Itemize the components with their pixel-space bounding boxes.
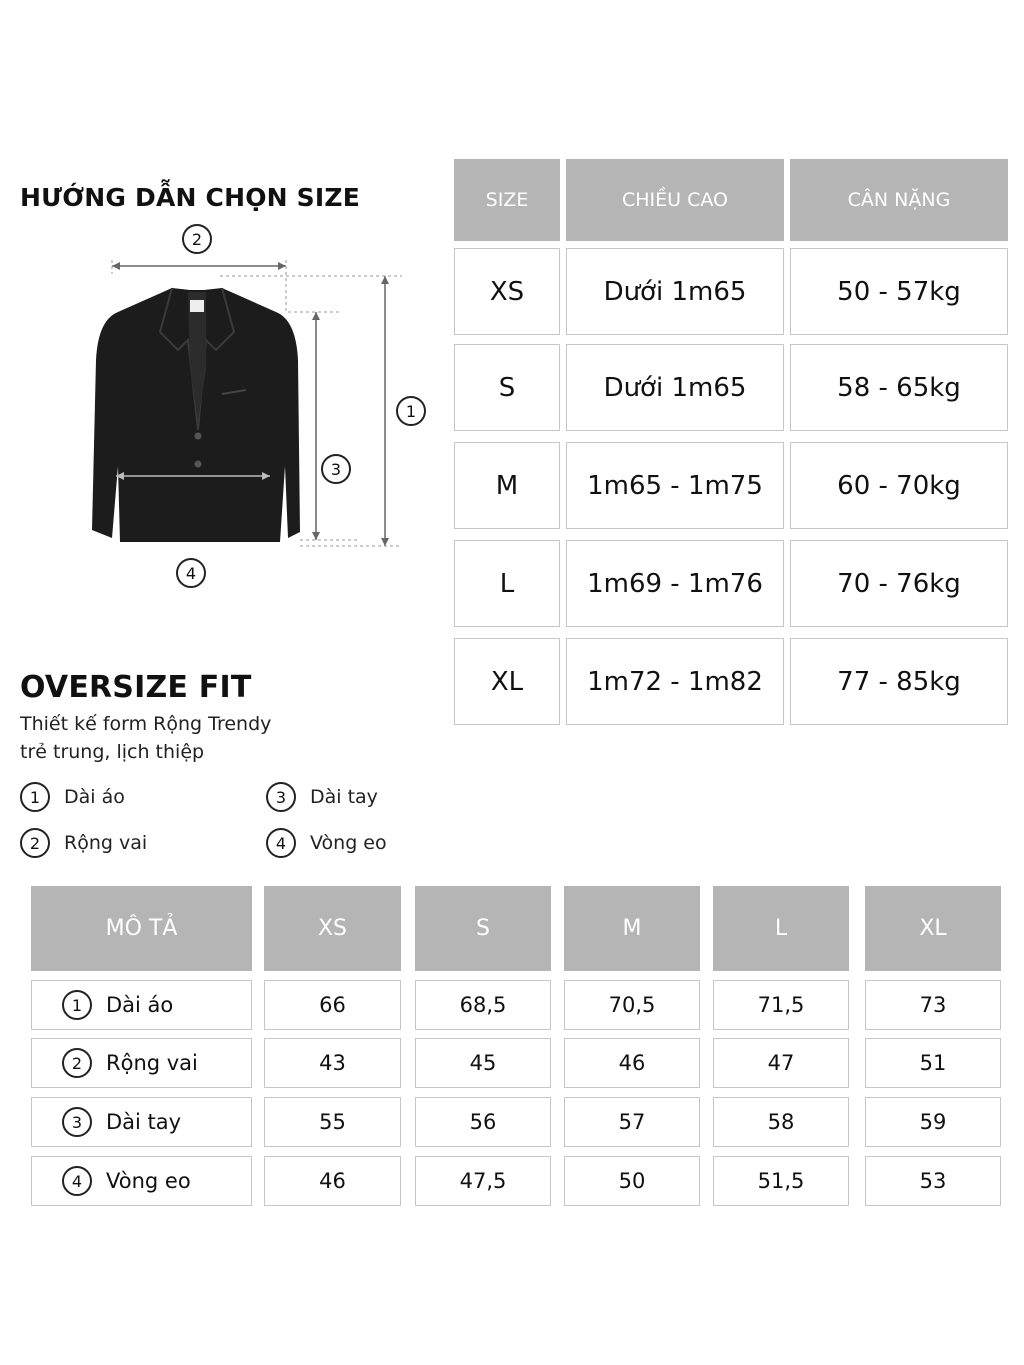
- size-table-header: SIZE: [454, 159, 560, 241]
- size-table-header: CÂN NẶNG: [790, 159, 1008, 241]
- size-table-cell: 70 - 76kg: [790, 540, 1008, 627]
- size-table-cell: M: [454, 442, 560, 529]
- measure-label: Dài tay: [106, 1110, 182, 1134]
- measure-table-description: [31, 1038, 252, 1088]
- size-table-cell: 1m65 - 1m75: [566, 442, 784, 529]
- measure-table-header: XL: [865, 886, 1001, 971]
- measure-table-cell: 56: [415, 1097, 551, 1147]
- marker-3: 3: [321, 454, 351, 484]
- size-table-cell: 1m72 - 1m82: [566, 638, 784, 725]
- measure-table-cell: 46: [564, 1038, 700, 1088]
- legend-item-sleeve: [266, 782, 378, 812]
- legend-marker: 1: [20, 782, 50, 812]
- page-title: HƯỚNG DẪN CHỌN SIZE: [20, 183, 360, 212]
- measure-table-cell: 43: [264, 1038, 401, 1088]
- measure-table-cell: 51,5: [713, 1156, 849, 1206]
- measure-marker: 4: [62, 1166, 92, 1196]
- jacket-diagram: [0, 220, 440, 600]
- measure-table-cell: 50: [564, 1156, 700, 1206]
- measure-table-cell: 66: [264, 980, 401, 1030]
- measure-table-cell: 47,5: [415, 1156, 551, 1206]
- legend-marker: 3: [266, 782, 296, 812]
- measure-table-cell: 53: [865, 1156, 1001, 1206]
- legend-label: Dài áo: [64, 786, 125, 808]
- size-table-cell: 1m69 - 1m76: [566, 540, 784, 627]
- measure-table-cell: 57: [564, 1097, 700, 1147]
- measure-table-header: XS: [264, 886, 401, 971]
- size-table-cell: S: [454, 344, 560, 431]
- size-table-cell: XS: [454, 248, 560, 335]
- legend-item-shoulder: [20, 828, 147, 858]
- size-table-cell: L: [454, 540, 560, 627]
- legend-item-length: [20, 782, 125, 812]
- measure-table-cell: 71,5: [713, 980, 849, 1030]
- size-table-cell: 58 - 65kg: [790, 344, 1008, 431]
- size-table-cell: Dưới 1m65: [566, 344, 784, 431]
- fit-title: OVERSIZE FIT: [20, 670, 252, 705]
- measure-table-header: S: [415, 886, 551, 971]
- fit-description-2: trẻ trung, lịch thiệp: [20, 741, 205, 763]
- measure-marker: 1: [62, 990, 92, 1020]
- size-table-cell: Dưới 1m65: [566, 248, 784, 335]
- measure-label: Dài áo: [106, 993, 174, 1017]
- measure-table-cell: 46: [264, 1156, 401, 1206]
- size-table-cell: 60 - 70kg: [790, 442, 1008, 529]
- measure-table-cell: 47: [713, 1038, 849, 1088]
- size-table-cell: 50 - 57kg: [790, 248, 1008, 335]
- marker-4: 4: [176, 558, 206, 588]
- measure-table-header: L: [713, 886, 849, 971]
- jacket-illustration: [0, 220, 440, 600]
- size-table-cell: 77 - 85kg: [790, 638, 1008, 725]
- legend-marker: 4: [266, 828, 296, 858]
- measure-table-cell: 70,5: [564, 980, 700, 1030]
- legend-label: Dài tay: [310, 786, 378, 808]
- measure-table-header: M: [564, 886, 700, 971]
- marker-2: 2: [182, 224, 212, 254]
- measure-table-description: [31, 1097, 252, 1147]
- measure-table-cell: 73: [865, 980, 1001, 1030]
- legend-label: Vòng eo: [310, 832, 387, 854]
- measure-table-header: MÔ TẢ: [31, 886, 252, 971]
- marker-1: 1: [396, 396, 426, 426]
- measure-label: Rộng vai: [106, 1051, 198, 1075]
- measure-table-description: [31, 1156, 252, 1206]
- measure-table-cell: 55: [264, 1097, 401, 1147]
- fit-description-1: Thiết kế form Rộng Trendy: [20, 713, 272, 735]
- measure-marker: 2: [62, 1048, 92, 1078]
- measure-table-cell: 59: [865, 1097, 1001, 1147]
- measure-table-description: [31, 980, 252, 1030]
- legend-item-waist: [266, 828, 387, 858]
- size-table-cell: XL: [454, 638, 560, 725]
- measure-table-cell: 68,5: [415, 980, 551, 1030]
- legend-label: Rộng vai: [64, 832, 148, 854]
- legend-marker: 2: [20, 828, 50, 858]
- measure-marker: 3: [62, 1107, 92, 1137]
- measure-label: Vòng eo: [106, 1169, 191, 1193]
- size-table-header: CHIỀU CAO: [566, 159, 784, 241]
- measure-table-cell: 45: [415, 1038, 551, 1088]
- measure-table-cell: 58: [713, 1097, 849, 1147]
- measure-table-cell: 51: [865, 1038, 1001, 1088]
